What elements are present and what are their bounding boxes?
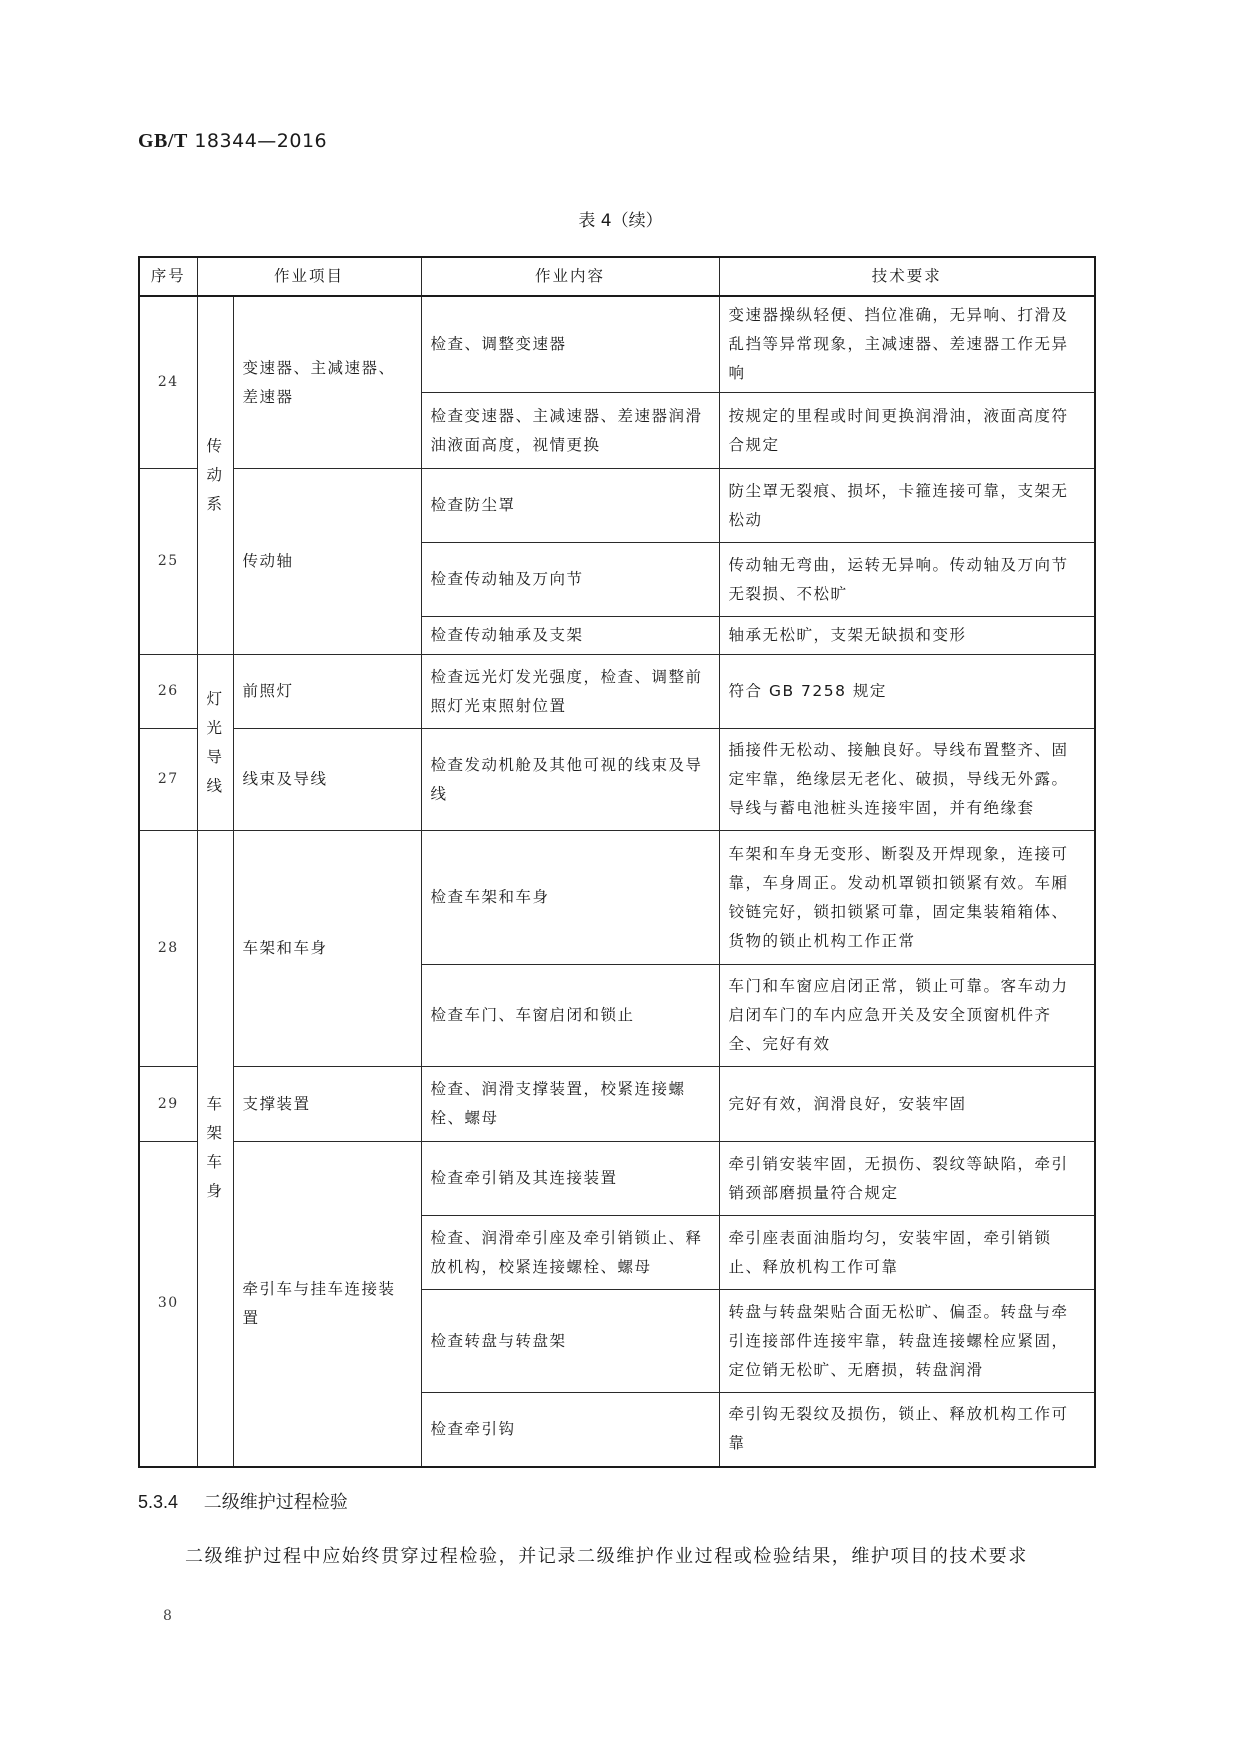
seq-cell: 28 bbox=[139, 831, 197, 1067]
section-title: 二级维护过程检验 bbox=[203, 1492, 348, 1513]
seq-cell: 29 bbox=[139, 1067, 197, 1142]
content-cell: 检查防尘罩 bbox=[421, 469, 719, 543]
seq-cell: 26 bbox=[139, 655, 197, 729]
content-cell: 检查、调整变速器 bbox=[421, 296, 719, 393]
requirement-cell: 牵引销安装牢固，无损伤、裂纹等缺陷，牵引销颈部磨损量符合规定 bbox=[719, 1142, 1095, 1216]
requirement-cell: 牵引钩无裂纹及损伤，锁止、释放机构工作可靠 bbox=[719, 1393, 1095, 1467]
requirement-cell: 转盘与转盘架贴合面无松旷、偏歪。转盘与牵引连接部件连接牢靠，转盘连接螺栓应紧固，定位销无松旷、无磨损，转盘润滑 bbox=[719, 1290, 1095, 1393]
content-cell: 检查转盘与转盘架 bbox=[421, 1290, 719, 1393]
requirement-cell: 车门和车窗应启闭正常，锁止可靠。客车动力启闭车门的车内应急开关及安全顶窗机件齐全、完好有效 bbox=[719, 965, 1095, 1067]
requirement-cell: 传动轴无弯曲，运转无异响。传动轴及万向节无裂损、不松旷 bbox=[719, 543, 1095, 617]
content-cell: 检查牵引钩 bbox=[421, 1393, 719, 1467]
requirement-cell: 牵引座表面油脂均匀，安装牢固，牵引销锁止、释放机构工作可靠 bbox=[719, 1216, 1095, 1290]
table-row bbox=[139, 1142, 1095, 1216]
requirement-cell: 完好有效，润滑良好，安装牢固 bbox=[719, 1067, 1095, 1142]
column-header-item: 作业项目 bbox=[197, 257, 421, 296]
section-heading bbox=[138, 1488, 348, 1514]
page-number: 8 bbox=[163, 1608, 172, 1624]
section-paragraph: 二级维护过程中应始终贯穿过程检验，并记录二级维护作业过程或检验结果，维护项目的技术要求 bbox=[185, 1546, 1028, 1567]
content-cell: 检查传动轴承及支架 bbox=[421, 617, 719, 655]
group-char: 身 bbox=[206, 1182, 224, 1201]
content-cell: 检查远光灯发光强度，检查、调整前照灯光束照射位置 bbox=[421, 655, 719, 729]
column-header-seq: 序号 bbox=[139, 257, 197, 296]
table-row bbox=[139, 655, 1095, 729]
item-cell: 变速器、主减速器、差速器 bbox=[233, 296, 421, 469]
seq-cell: 27 bbox=[139, 729, 197, 831]
group-char: 系 bbox=[206, 495, 224, 513]
content-cell: 检查、润滑支撑装置，校紧连接螺栓、螺母 bbox=[421, 1067, 719, 1142]
group-char: 导 bbox=[206, 747, 224, 766]
group-char: 架 bbox=[206, 1124, 224, 1143]
requirement-cell: 防尘罩无裂痕、损坏，卡箍连接可靠，支架无松动 bbox=[719, 469, 1095, 543]
group-char: 灯 bbox=[206, 689, 224, 708]
standard-identifier bbox=[138, 130, 327, 153]
maintenance-table bbox=[138, 256, 1096, 1468]
table-row bbox=[139, 729, 1095, 831]
item-cell: 线束及导线 bbox=[233, 729, 421, 831]
content-cell: 检查传动轴及万向节 bbox=[421, 543, 719, 617]
table-row bbox=[139, 469, 1095, 543]
table-row bbox=[139, 831, 1095, 965]
content-cell: 检查车架和车身 bbox=[421, 831, 719, 965]
seq-cell: 24 bbox=[139, 296, 197, 469]
content-cell: 检查牵引销及其连接装置 bbox=[421, 1142, 719, 1216]
seq-cell: 25 bbox=[139, 469, 197, 655]
group-char: 车 bbox=[206, 1153, 224, 1172]
requirement-cell: 按规定的里程或时间更换润滑油，液面高度符合规定 bbox=[719, 393, 1095, 469]
table-row bbox=[139, 296, 1095, 393]
requirement-cell: 插接件无松动、接触良好。导线布置整齐、固定牢靠，绝缘层无老化、破损，导线无外露。导线与蓄电池桩头连接牢固，并有绝缘套 bbox=[719, 729, 1095, 831]
group-cell-frame bbox=[197, 831, 233, 1467]
standard-number: 18344—2016 bbox=[194, 130, 328, 152]
content-cell: 检查变速器、主减速器、差速器润滑油液面高度，视情更换 bbox=[421, 393, 719, 469]
item-cell: 支撑装置 bbox=[233, 1067, 421, 1142]
table-caption: 表 4（续） bbox=[578, 211, 663, 231]
group-cell-transmission bbox=[197, 296, 233, 655]
table-row bbox=[139, 1067, 1095, 1142]
group-char: 传 bbox=[206, 437, 224, 455]
section-number: 5.3.4 bbox=[138, 1492, 179, 1512]
requirement-cell: 车架和车身无变形、断裂及开焊现象，连接可靠，车身周正。发动机罩锁扣锁紧有效。车厢铰链完好，锁扣锁紧可靠，固定集装箱箱体、货物的锁止机构工作正常 bbox=[719, 831, 1095, 965]
group-char: 动 bbox=[206, 466, 224, 484]
column-header-requirement: 技术要求 bbox=[719, 257, 1095, 296]
requirement-cell: 符合 GB 7258 规定 bbox=[719, 655, 1095, 729]
content-cell: 检查车门、车窗启闭和锁止 bbox=[421, 965, 719, 1067]
content-cell: 检查、润滑牵引座及牵引销锁止、释放机构，校紧连接螺栓、螺母 bbox=[421, 1216, 719, 1290]
requirement-cell: 轴承无松旷，支架无缺损和变形 bbox=[719, 617, 1095, 655]
table-header-row bbox=[139, 257, 1095, 296]
item-cell: 传动轴 bbox=[233, 469, 421, 655]
group-char: 线 bbox=[206, 776, 224, 795]
item-cell: 牵引车与挂车连接装置 bbox=[233, 1142, 421, 1467]
item-cell: 前照灯 bbox=[233, 655, 421, 729]
column-header-content: 作业内容 bbox=[421, 257, 719, 296]
group-char: 车 bbox=[206, 1095, 224, 1114]
requirement-cell: 变速器操纵轻便、挡位准确，无异响、打滑及乱挡等异常现象，主减速器、差速器工作无异响 bbox=[719, 296, 1095, 393]
content-cell: 检查发动机舱及其他可视的线束及导线 bbox=[421, 729, 719, 831]
seq-cell: 30 bbox=[139, 1142, 197, 1467]
standard-prefix: GB/T bbox=[138, 130, 188, 152]
group-char: 光 bbox=[206, 718, 224, 737]
item-cell: 车架和车身 bbox=[233, 831, 421, 1067]
group-cell-lighting bbox=[197, 655, 233, 831]
